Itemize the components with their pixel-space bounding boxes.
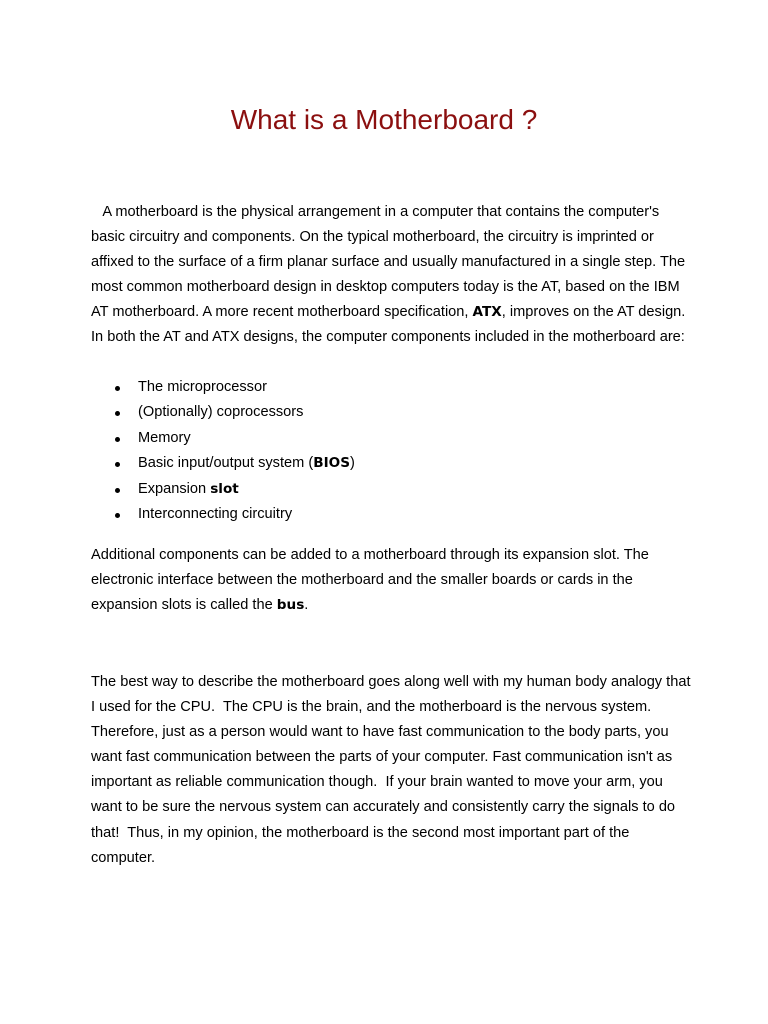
bus-term: bus: [276, 597, 305, 614]
page-title: What is a Motherboard ?: [230, 104, 538, 135]
expansion-text-end: .: [304, 597, 309, 614]
atx-term: ATX: [472, 304, 502, 321]
list-item-text: Memory: [138, 429, 191, 446]
bullet-icon: [115, 411, 120, 416]
list-item-text: Interconnecting circuitry: [138, 506, 293, 523]
components-list: [91, 375, 691, 527]
slot-term: slot: [210, 480, 239, 497]
bullet-icon: [115, 386, 120, 391]
list-item: [91, 426, 691, 451]
list-item: [91, 375, 691, 400]
list-item-text: The microprocessor: [138, 379, 267, 395]
bios-term: BIOS: [313, 455, 350, 472]
list-item: [91, 451, 691, 476]
intro-text-end: , improves on the AT design. In both the AT and ATX designs, the computer components included in the motherboard are:: [91, 304, 686, 346]
list-item: [91, 477, 691, 502]
analogy-paragraph: The best way to describe the motherboard goes along well with my human body analogy that I used for the CPU. The CPU is the brain, and the motherboard is the nervous system. Therefore, just as a person would want to have fast communication to the body parts, you want fast communication between the parts of your computer. Fast communication isn't as important as reliable communication though. If your brain wanted to move your arm, you want to be sure the nervous system can accurately and consistently carry the signals to do that! Thus, in my opinion, the motherboard is the second most important part of the computer.: [91, 674, 691, 866]
list-item-text-end: ): [349, 455, 355, 472]
list-item-text: Expansion: [138, 480, 211, 497]
bullet-icon: [115, 488, 120, 493]
expansion-paragraph: [91, 543, 691, 618]
intro-paragraph: [91, 200, 691, 351]
bullet-icon: [115, 437, 120, 442]
expansion-text-start: Additional components can be added to a motherboard through its expansion slot. The electronic interface between the motherboard and the smaller boards or cards in the expansion slots is called the: [91, 547, 649, 614]
list-item-text: Basic input/output system (: [138, 455, 314, 472]
list-item: [91, 400, 691, 425]
list-item: [91, 502, 691, 527]
intro-text-start: A motherboard is the physical arrangement in a computer that contains the computer's basic circuitry and components. On the typical motherboard, the circuitry is imprinted or affixed to the surface of a firm planar surface and usually manufactured in a single step. The most common motherboard design in desktop computers today is the AT, based on the IBM AT motherboard. A more recent motherboard specification,: [91, 204, 686, 321]
bullet-icon: [115, 513, 120, 518]
bullet-icon: [115, 462, 120, 467]
list-item-text: (Optionally) coprocessors: [138, 404, 304, 421]
